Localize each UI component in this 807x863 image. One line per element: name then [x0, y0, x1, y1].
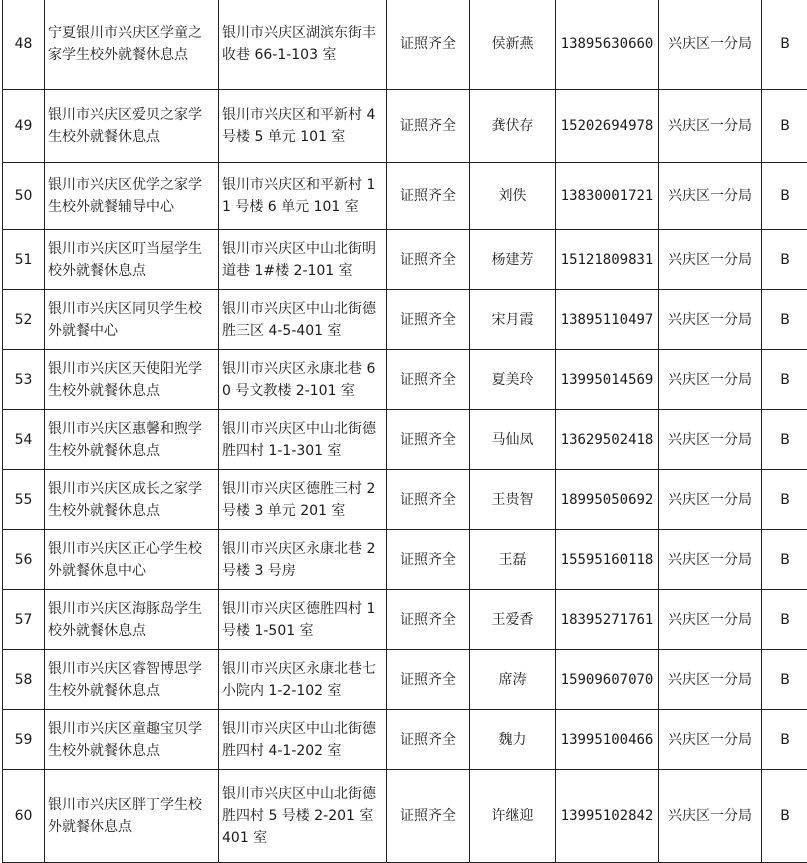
license-status: 证照齐全 — [387, 163, 470, 230]
contact-person: 许继迎 — [470, 770, 556, 863]
contact-phone: 13995102842 — [556, 770, 659, 863]
contact-phone: 18995050692 — [556, 470, 659, 530]
establishment-address: 银川市兴庆区中山北街德胜四村 1-1-301 室 — [219, 410, 387, 470]
establishment-name: 宁夏银川市兴庆区学童之家学生校外就餐休息点 — [45, 0, 219, 90]
license-status: 证照齐全 — [387, 290, 470, 350]
rating-grade: B — [762, 0, 807, 90]
establishment-address: 银川市兴庆区和平新村 4 号楼 5 单元 101 室 — [219, 90, 387, 163]
contact-person: 魏力 — [470, 710, 556, 770]
rating-grade: B — [762, 710, 807, 770]
establishment-name: 银川市兴庆区正心学生校外就餐休息中心 — [45, 530, 219, 590]
supervising-office: 兴庆区一分局 — [659, 770, 762, 863]
supervising-office: 兴庆区一分局 — [659, 290, 762, 350]
contact-person: 侯新燕 — [470, 0, 556, 90]
row-number: 53 — [3, 350, 45, 410]
license-status: 证照齐全 — [387, 590, 470, 650]
rating-grade: B — [762, 290, 807, 350]
contact-phone: 13895630660 — [556, 0, 659, 90]
row-number: 51 — [3, 230, 45, 290]
contact-phone: 15202694978 — [556, 90, 659, 163]
rating-grade: B — [762, 650, 807, 710]
row-number: 58 — [3, 650, 45, 710]
license-status: 证照齐全 — [387, 90, 470, 163]
table-row — [3, 530, 807, 590]
supervising-office: 兴庆区一分局 — [659, 710, 762, 770]
contact-person: 马仙凤 — [470, 410, 556, 470]
table-row — [3, 350, 807, 410]
supervising-office: 兴庆区一分局 — [659, 90, 762, 163]
establishment-address: 银川市兴庆区湖滨东街丰收巷 66-1-103 室 — [219, 0, 387, 90]
license-status: 证照齐全 — [387, 650, 470, 710]
row-number: 52 — [3, 290, 45, 350]
row-number: 59 — [3, 710, 45, 770]
establishment-address: 银川市兴庆区中山北街德胜四村 5 号楼 2-201 室 401 室 — [219, 770, 387, 863]
establishment-name: 银川市兴庆区惠馨和煦学生校外就餐休息点 — [45, 410, 219, 470]
row-number: 55 — [3, 470, 45, 530]
supervising-office: 兴庆区一分局 — [659, 350, 762, 410]
contact-phone: 13995100466 — [556, 710, 659, 770]
establishment-address: 银川市兴庆区永康北巷七小院内 1-2-102 室 — [219, 650, 387, 710]
license-status: 证照齐全 — [387, 470, 470, 530]
establishment-address: 银川市兴庆区永康北巷 60 号文教楼 2-101 室 — [219, 350, 387, 410]
establishment-address: 银川市兴庆区中山北街德胜四村 4-1-202 室 — [219, 710, 387, 770]
supervising-office: 兴庆区一分局 — [659, 530, 762, 590]
establishment-address: 银川市兴庆区中山北街明道巷 1#楼 2-101 室 — [219, 230, 387, 290]
table-row — [3, 290, 807, 350]
rating-grade: B — [762, 770, 807, 863]
contact-person: 王贵智 — [470, 470, 556, 530]
establishment-name: 银川市兴庆区成长之家学生校外就餐休息点 — [45, 470, 219, 530]
supervising-office: 兴庆区一分局 — [659, 470, 762, 530]
row-number: 48 — [3, 0, 45, 90]
supervising-office: 兴庆区一分局 — [659, 0, 762, 90]
supervising-office: 兴庆区一分局 — [659, 410, 762, 470]
rating-grade: B — [762, 590, 807, 650]
establishment-address: 银川市兴庆区中山北街德胜三区 4-5-401 室 — [219, 290, 387, 350]
contact-phone: 13830001721 — [556, 163, 659, 230]
contact-person: 龚伏存 — [470, 90, 556, 163]
row-number: 49 — [3, 90, 45, 163]
table-row — [3, 230, 807, 290]
row-number: 54 — [3, 410, 45, 470]
supervising-office: 兴庆区一分局 — [659, 650, 762, 710]
contact-person: 刘佚 — [470, 163, 556, 230]
establishment-name: 银川市兴庆区同贝学生校外就餐中心 — [45, 290, 219, 350]
supervising-office: 兴庆区一分局 — [659, 230, 762, 290]
license-status: 证照齐全 — [387, 0, 470, 90]
contact-phone: 18395271761 — [556, 590, 659, 650]
license-status: 证照齐全 — [387, 350, 470, 410]
contact-person: 王磊 — [470, 530, 556, 590]
establishment-name: 银川市兴庆区睿智博思学生校外就餐休息点 — [45, 650, 219, 710]
establishment-name: 银川市兴庆区叮当屋学生校外就餐休息点 — [45, 230, 219, 290]
license-status: 证照齐全 — [387, 770, 470, 863]
rating-grade: B — [762, 90, 807, 163]
rating-grade: B — [762, 410, 807, 470]
license-status: 证照齐全 — [387, 410, 470, 470]
contact-phone: 13995014569 — [556, 350, 659, 410]
rating-grade: B — [762, 163, 807, 230]
establishment-address: 银川市兴庆区和平新村 11 号楼 6 单元 101 室 — [219, 163, 387, 230]
table-row — [3, 163, 807, 230]
contact-phone: 13629502418 — [556, 410, 659, 470]
rating-grade: B — [762, 350, 807, 410]
table-row — [3, 0, 807, 90]
establishment-name: 银川市兴庆区天使阳光学生校外就餐休息点 — [45, 350, 219, 410]
table-row — [3, 410, 807, 470]
table-row — [3, 650, 807, 710]
contact-person: 宋月霞 — [470, 290, 556, 350]
supervising-office: 兴庆区一分局 — [659, 590, 762, 650]
contact-person: 夏美玲 — [470, 350, 556, 410]
contact-phone: 15909607070 — [556, 650, 659, 710]
table-row — [3, 90, 807, 163]
table-row — [3, 590, 807, 650]
establishment-name: 银川市兴庆区爱贝之家学生校外就餐休息点 — [45, 90, 219, 163]
table-row — [3, 770, 807, 863]
rating-grade: B — [762, 470, 807, 530]
rating-grade: B — [762, 530, 807, 590]
establishment-address: 银川市兴庆区德胜四村 1 号楼 1-501 室 — [219, 590, 387, 650]
registry-table — [2, 0, 807, 863]
row-number: 60 — [3, 770, 45, 863]
establishment-name: 银川市兴庆区胖丁学生校外就餐休息点 — [45, 770, 219, 863]
rating-grade: B — [762, 230, 807, 290]
establishment-name: 银川市兴庆区海豚岛学生校外就餐休息点 — [45, 590, 219, 650]
contact-person: 杨建芳 — [470, 230, 556, 290]
contact-phone: 15595160118 — [556, 530, 659, 590]
contact-phone: 15121809831 — [556, 230, 659, 290]
table-row — [3, 470, 807, 530]
establishment-name: 银川市兴庆区优学之家学生校外就餐辅导中心 — [45, 163, 219, 230]
license-status: 证照齐全 — [387, 710, 470, 770]
row-number: 50 — [3, 163, 45, 230]
establishment-address: 银川市兴庆区德胜三村 2 号楼 3 单元 201 室 — [219, 470, 387, 530]
establishment-address: 银川市兴庆区永康北巷 2 号楼 3 号房 — [219, 530, 387, 590]
contact-person: 王爱香 — [470, 590, 556, 650]
table-row — [3, 710, 807, 770]
contact-person: 席涛 — [470, 650, 556, 710]
supervising-office: 兴庆区一分局 — [659, 163, 762, 230]
row-number: 57 — [3, 590, 45, 650]
table-body — [3, 0, 807, 863]
establishment-name: 银川市兴庆区童趣宝贝学生校外就餐休息点 — [45, 710, 219, 770]
license-status: 证照齐全 — [387, 230, 470, 290]
contact-phone: 13895110497 — [556, 290, 659, 350]
row-number: 56 — [3, 530, 45, 590]
license-status: 证照齐全 — [387, 530, 470, 590]
